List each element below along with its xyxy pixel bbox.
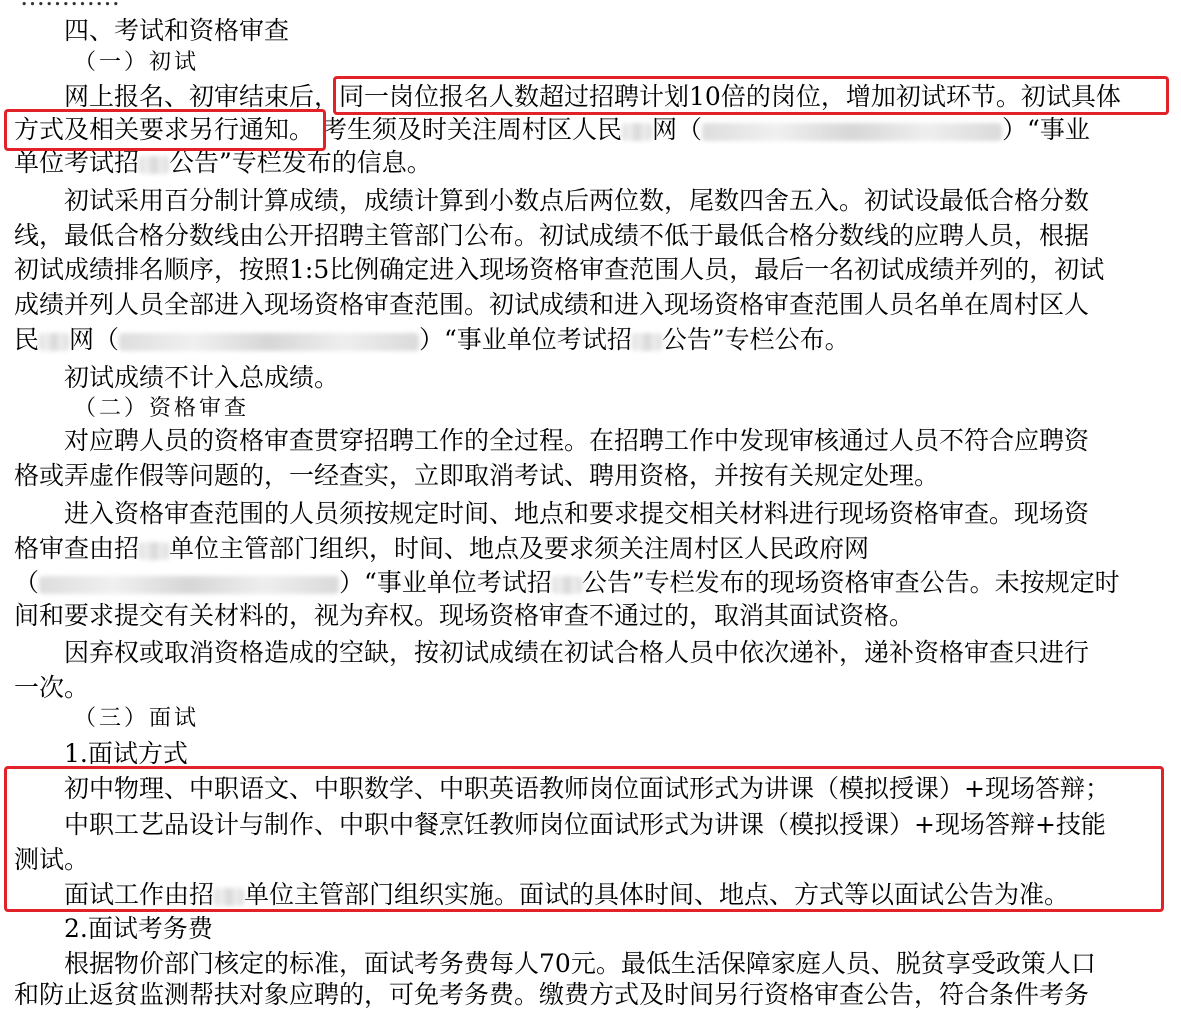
paragraph-8-line-1: 中职工艺品设计与制作、中职中餐烹饪教师岗位面试形式为讲课（模拟授课）+现场答辩+技能 <box>64 810 1106 839</box>
cut-off-top-line <box>20 0 120 8</box>
paragraph-1-tail-c: ）“事业 <box>1002 115 1090 144</box>
paragraph-8-line-2: 测试。 <box>14 845 90 874</box>
redaction-blur <box>214 888 244 906</box>
paragraph-2-line5-d: 公告”专栏公布。 <box>661 325 850 354</box>
section-4-1-heading: （一）初试 <box>74 50 200 75</box>
paragraph-9 <box>0 878 1181 912</box>
paragraph-1-line3-b: 公告”专栏发布的信息。 <box>169 148 432 177</box>
section-4-2-heading: （二）资格审查 <box>74 396 250 421</box>
paragraph-5-line3-b: ）“事业单位考试招 <box>339 568 552 597</box>
paragraph-1-line-2 <box>0 113 1181 147</box>
paragraph-9-b: 单位主管部门组织实施。面试的具体时间、地点、方式等以面试公告为准。 <box>244 880 1070 909</box>
paragraph-5-line-3 <box>0 566 1181 600</box>
paragraph-2-line5-c: ）“事业单位考试招 <box>419 325 632 354</box>
paragraph-2-line-4: 成绩并列人员全部进入现场资格审查范围。初试成绩和进入现场资格审查范围人员名单在周村区人 <box>14 290 1090 319</box>
paragraph-5-line3-c: 公告”专栏发布的现场资格审查公告。未按规定时 <box>581 568 1120 597</box>
redaction-blur <box>552 576 582 594</box>
paragraph-5-line2-b: 单位主管部门组织，时间、地点及要求须关注周村区人民政府网 <box>169 534 870 563</box>
paragraph-2-line-3: 初试成绩排名顺序，按照1:5比例确定进入现场资格审查范围人员，最后一名初试成绩并列的，初试 <box>14 255 1105 284</box>
redaction-blur <box>39 333 69 351</box>
redacted-url-blur <box>702 123 1002 141</box>
paragraph-4-line-1: 对应聘人员的资格审查贯穿招聘工作的全过程。在招聘工作中发现审核通过人员不符合应聘资 <box>64 426 1090 455</box>
paragraph-1-line-3 <box>0 146 1181 180</box>
paragraph-2-line-5 <box>0 323 1181 357</box>
paragraph-5-line-1: 进入资格审查范围的人员须按规定时间、地点和要求提交相关材料进行现场资格审查。现场资 <box>64 499 1090 528</box>
paragraph-10-line-2: 和防止返贫监测帮扶对象应聘的，可免考务费。缴费方式及时间另行资格审查公告，符合条件考务 <box>14 980 1090 1009</box>
redaction-blur <box>139 156 169 174</box>
section-4-3-2-heading: 2.面试考务费 <box>64 914 213 943</box>
paragraph-1-lead: 网上报名、初审结束后， <box>64 82 340 111</box>
paragraph-5-line-4: 间和要求提交有关材料的，视为弃权。现场资格审查不通过的，取消其面试资格。 <box>14 601 915 630</box>
redaction-blur <box>622 123 652 141</box>
paragraph-3: 初试成绩不计入总成绩。 <box>64 363 340 392</box>
paragraph-2-line5-a: 民 <box>14 325 40 354</box>
redaction-blur <box>139 542 169 560</box>
paragraph-5-line3-a: （ <box>14 568 40 597</box>
redaction-blur <box>632 333 662 351</box>
paragraph-1-highlight-b: 方式及相关要求另行通知。 <box>14 115 315 144</box>
paragraph-2-line5-b: 网（ <box>69 325 120 354</box>
redacted-url-blur <box>39 576 339 594</box>
paragraph-1-line-1 <box>0 80 1181 114</box>
paragraph-7: 初中物理、中职语文、中职数学、中职英语教师岗位面试形式为讲课（模拟授课）+现场答辩； <box>64 774 1110 803</box>
paragraph-4-line-2: 格或弄虚作假等问题的，一经查实，立即取消考试、聘用资格，并按有关规定处理。 <box>14 461 940 490</box>
paragraph-1-highlight-a: 同一岗位报名人数超过招聘计划10倍的岗位，增加初试环节。初试具体 <box>339 82 1121 111</box>
paragraph-5-line2-a: 格审查由招 <box>14 534 140 563</box>
paragraph-1-tail-b: 网（ <box>652 115 703 144</box>
paragraph-1-tail-a: 考生须及时关注周村区人民 <box>322 115 623 144</box>
paragraph-6-line-1: 因弃权或取消资格造成的空缺，按初试成绩在初试合格人员中依次递补，递补资格审查只进行 <box>64 638 1090 667</box>
section-4-3-heading: （三）面试 <box>74 706 200 731</box>
section-4-3-1-heading: 1.面试方式 <box>64 739 188 768</box>
redacted-url-blur <box>119 333 419 351</box>
paragraph-2-line-1: 初试采用百分制计算成绩，成绩计算到小数点后两位数，尾数四舍五入。初试设最低合格分数 <box>64 186 1090 215</box>
paragraph-10-line-1: 根据物价部门核定的标准，面试考务费每人70元。最低生活保障家庭人员、脱贫享受政策人口 <box>64 949 1096 978</box>
paragraph-5-line-2 <box>0 532 1181 566</box>
paragraph-2-line-2: 线，最低合格分数线由公开招聘主管部门公布。初试成绩不低于最低合格分数线的应聘人员，根据 <box>14 221 1090 250</box>
section-4-heading: 四、考试和资格审查 <box>64 16 290 45</box>
paragraph-1-line3-a: 单位考试招 <box>14 148 140 177</box>
paragraph-9-a: 面试工作由招 <box>64 880 215 909</box>
paragraph-6-line-2: 一次。 <box>14 673 90 702</box>
